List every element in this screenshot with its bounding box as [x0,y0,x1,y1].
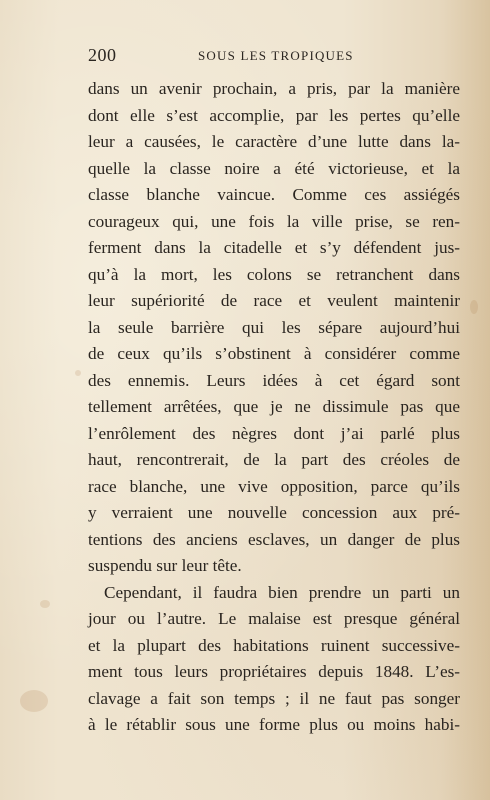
text-line: tellement arrêtées, que je ne dissimule pas que [88,397,460,416]
text-line: ferment dans la citadelle et s’y défendent jus- [88,238,460,257]
text-line: qu’à la mort, les colons se retranchent dans [88,264,460,284]
running-head: SOUS LES TROPIQUES [198,48,354,63]
text-line: leur a causées, le caractère d’une lutte dans la- [88,132,460,151]
text-line: Cependant, il faudra bien prendre un parti un [104,582,460,602]
text-line: de ceux qu’ils s’obstinent à considérer comme [88,344,460,363]
foxing-stain [40,600,50,608]
text-line: haut, rencontrerait, de la part des créoles de [88,450,460,469]
page-header [88,45,460,67]
foxing-stain [470,300,478,314]
text-line: classe blanche vaincue. Comme ces assiégés [88,185,460,204]
body-text [88,76,460,739]
text-line: dont elle s’est accomplie, par les pertes qu’elle [88,105,460,125]
page-number: 200 [88,45,117,65]
text-line: leur supériorité de race et veulent maintenir [88,291,460,310]
text-line: et la plupart des habitations ruinent successive- [88,635,460,655]
text-line: ment tous leurs propriétaires depuis 1848. L’es- [88,662,460,681]
text-line: la seule barrière qui les sépare aujourd’hui [88,317,460,337]
text-line: quelle la classe noire a été victorieuse, et la [88,158,460,178]
foxing-stain [75,370,81,376]
text-line: courageux qui, une fois la ville prise, se ren- [88,211,460,231]
text-line: clavage a fait son temps ; il ne faut pas songer [88,688,460,708]
text-line: dans un avenir prochain, a pris, par la manière [88,79,460,98]
foxing-stain [20,690,48,712]
text-line: race blanche, une vive opposition, parce qu’ils [88,476,460,496]
text-line: y verraient une nouvelle concession aux pré- [88,503,460,522]
text-line: à le rétablir sous une forme plus ou moins habi- [88,715,460,734]
paragraph-1 [88,76,460,580]
text-line: tentions des anciens esclaves, un danger de plus [88,529,460,549]
paragraph-2 [88,580,460,739]
text-line: jour ou l’autre. Le malaise est presque général [88,609,460,628]
text-line: des ennemis. Leurs idées à cet égard sont [88,370,460,390]
text-line: suspendu sur leur tête. [88,556,242,575]
text-line: l’enrôlement des nègres dont j’ai parlé plus [88,423,460,443]
